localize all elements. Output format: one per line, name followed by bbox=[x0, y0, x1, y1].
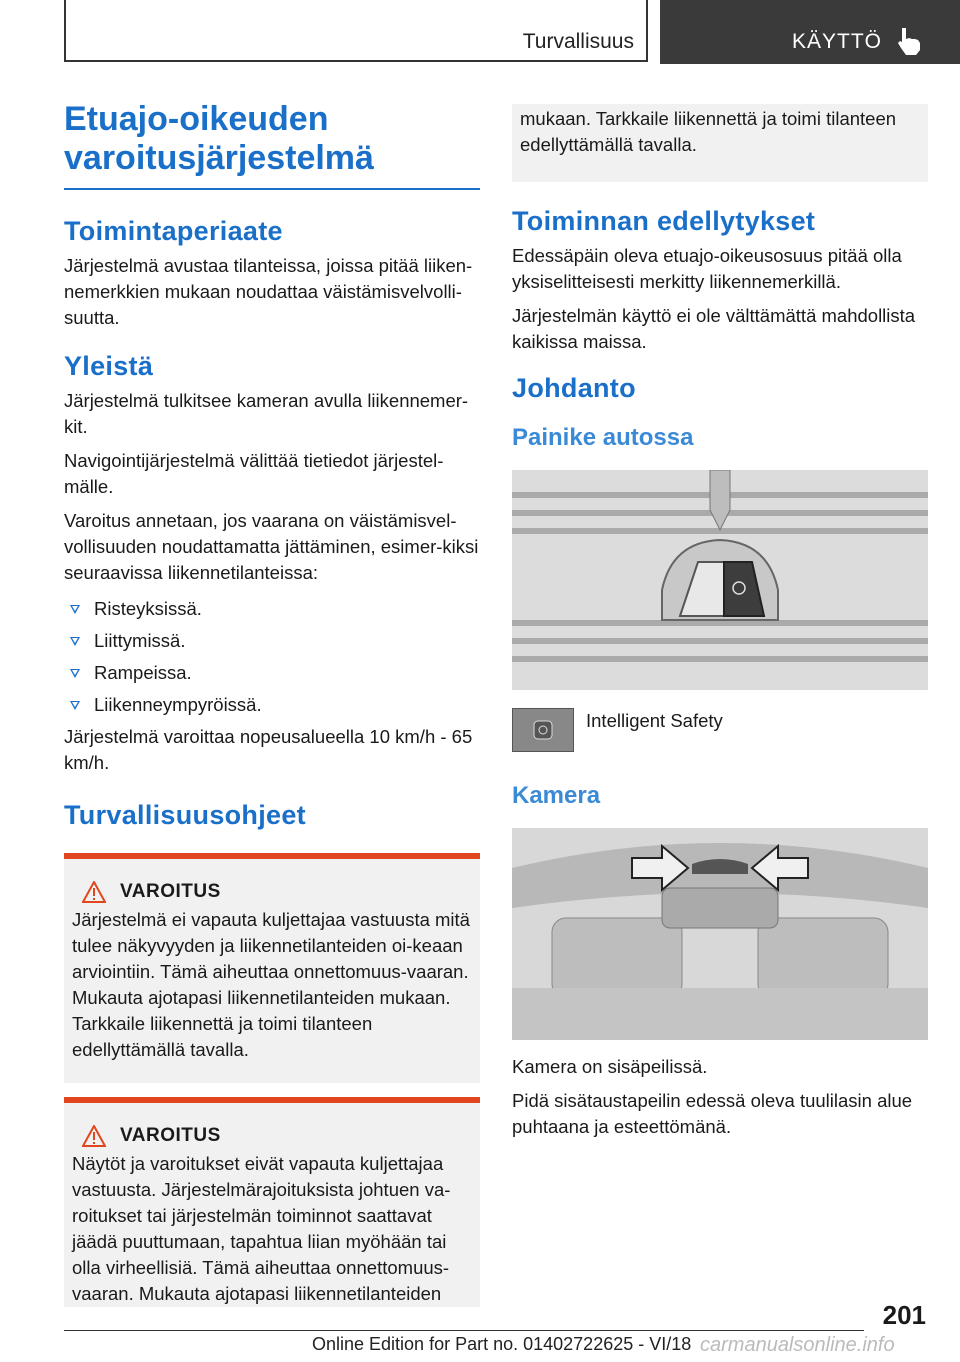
list-item: Rampeissa. bbox=[64, 660, 480, 686]
header-section-box bbox=[64, 0, 648, 62]
general-text-3: Varoitus annetaan, jos vaarana on väistämisvel-vollisuuden noudattamatta jättäminen, esimer-kiksi seuraavissa liikennetilanteissa: bbox=[64, 510, 479, 583]
triangle-bullet-icon bbox=[70, 637, 80, 646]
pointing-hand-icon bbox=[896, 26, 924, 56]
triangle-bullet-icon bbox=[70, 605, 80, 614]
header-chapter-box bbox=[660, 0, 960, 64]
heading-safety: Turvallisuusohjeet bbox=[64, 800, 306, 830]
dashboard-button-illustration bbox=[512, 470, 928, 690]
general-text-1: Järjestelmä tulkitsee kameran avulla liikennemer-kit. bbox=[64, 390, 469, 437]
button-caption-row bbox=[512, 708, 928, 752]
button-photo bbox=[512, 470, 928, 690]
left-column bbox=[64, 100, 480, 1307]
warning-label: VAROITUS bbox=[120, 881, 221, 902]
heading-camera: Kamera bbox=[512, 782, 601, 809]
warning-label: VAROITUS bbox=[120, 1125, 221, 1146]
general-text-2: Navigointijärjestelmä välittää tietiedot järjestel-mälle. bbox=[64, 450, 444, 497]
page-number: 201 bbox=[882, 1300, 926, 1330]
list-item: Risteyksissä. bbox=[64, 596, 480, 622]
heading-requirements: Toiminnan edellytykset bbox=[512, 206, 816, 236]
list-item: Liittymissä. bbox=[64, 628, 480, 654]
principle-text: Järjestelmä avustaa tilanteissa, joissa pitää liiken-nemerkkien mukaan noudattaa väistämisvelvolli-suutta. bbox=[64, 255, 473, 328]
camera-text-1: Kamera on sisäpeilissä. bbox=[512, 1056, 708, 1077]
warning-continuation-text: mukaan. Tarkkaile liikennettä ja toimi tilanteen edellyttämällä tavalla. bbox=[520, 108, 897, 155]
warning-text-1: Järjestelmä ei vapauta kuljettajaa vastuusta mitä tulee näkyvyyden ja liikennetilanteiden oi-keaan arviointiin. Tämä aiheuttaa onnettomuus-vaaran. Mukauta ajotapasi liikennetilanteiden mukaan. Tarkkaile liikennettä ja toimi tilanteen edellyttämällä tavalla. bbox=[72, 909, 470, 1060]
intelligent-safety-button-icon bbox=[512, 708, 574, 752]
situation-list bbox=[64, 596, 480, 718]
header-section-title: Turvallisuus bbox=[522, 30, 634, 53]
page-title: Etuajo-oikeuden varoitusjärjestelmä bbox=[64, 100, 480, 190]
camera-photo bbox=[512, 828, 928, 1040]
edition-text: Online Edition for Part no. 01402722625 - VI/18 bbox=[312, 1334, 692, 1354]
camera-text-2: Pidä sisätaustapeilin edessä oleva tuulilasin alue puhtaana ja esteettömänä. bbox=[512, 1090, 913, 1137]
warning-box-2 bbox=[64, 1097, 480, 1307]
warning-box-1 bbox=[64, 853, 480, 1083]
button-caption-text: Intelligent Safety bbox=[586, 710, 723, 731]
warning-triangle-icon bbox=[82, 881, 106, 903]
triangle-bullet-icon bbox=[70, 701, 80, 710]
car-interior-illustration bbox=[512, 828, 928, 1040]
warning-triangle-icon bbox=[82, 1125, 106, 1147]
heading-principle: Toimintaperiaate bbox=[64, 216, 283, 246]
footer-divider bbox=[64, 1330, 864, 1331]
list-item: Liikenneympyröissä. bbox=[64, 692, 480, 718]
speed-range-text: Järjestelmä varoittaa nopeusalueella 10 km/h - 65 km/h. bbox=[64, 726, 473, 773]
requirements-text-1: Edessäpäin oleva etuajo-oikeusosuus pitää olla yksiselitteisesti merkitty liikennemerkillä. bbox=[512, 245, 902, 292]
heading-button: Painike autossa bbox=[512, 424, 694, 451]
warning-continuation-box bbox=[512, 104, 928, 182]
watermark-text: carmanualsonline.info bbox=[700, 1334, 895, 1356]
requirements-text-2: Järjestelmän käyttö ei ole välttämättä mahdollista kaikissa maissa. bbox=[512, 305, 916, 352]
triangle-bullet-icon bbox=[70, 669, 80, 678]
heading-intro: Johdanto bbox=[512, 373, 636, 403]
header-chapter-title: KÄYTTÖ bbox=[792, 30, 883, 53]
right-column bbox=[512, 104, 928, 1140]
warning-text-2: Näytöt ja varoitukset eivät vapauta kuljettajaa vastuusta. Järjestelmärajoituksista johtuen va-roitukset tai järjestelmän toiminnot saattavat jäädä puuttumaan, tapahtua liian myöhään tai olla virheellisiä. Tämä aiheuttaa onnettomuus-vaaran. Mukauta ajotapasi liikennetilanteiden bbox=[72, 1153, 451, 1304]
heading-general: Yleistä bbox=[64, 351, 154, 381]
